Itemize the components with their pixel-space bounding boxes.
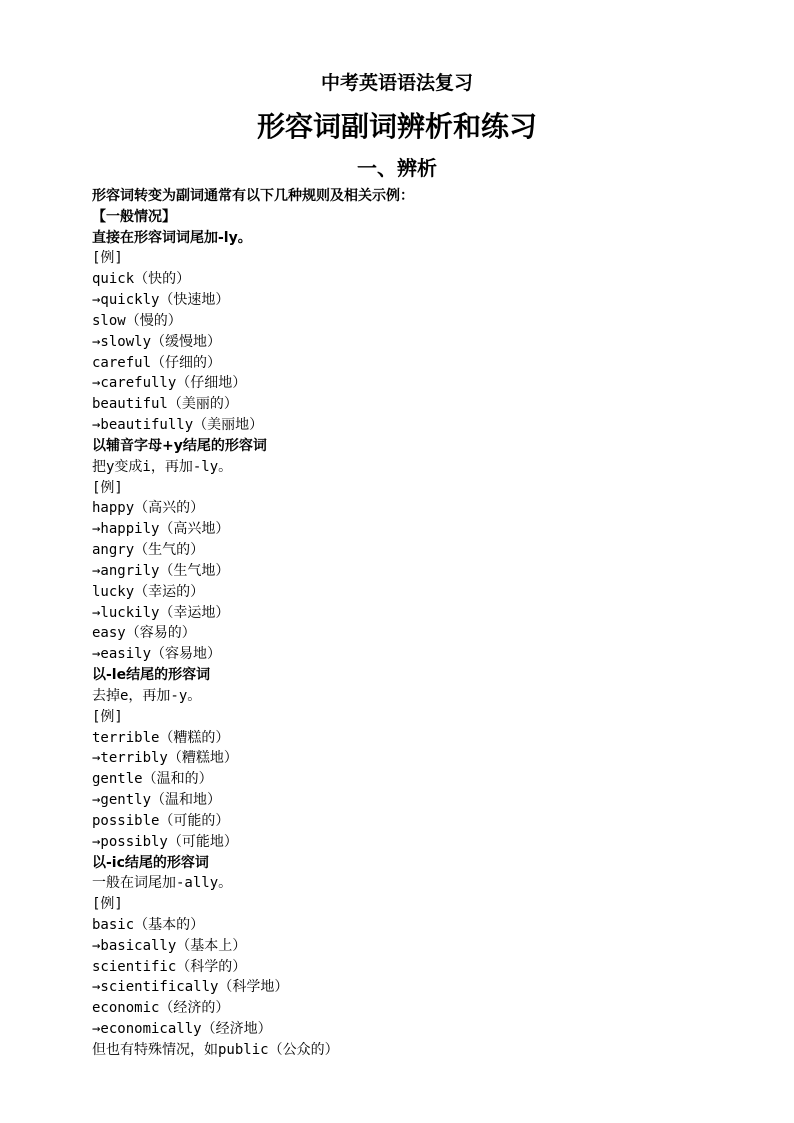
text-line: happy（高兴的）	[92, 500, 205, 517]
text-line: angry（生气的）	[92, 542, 205, 559]
document-body	[92, 186, 732, 1061]
text-line: →gently（温和地）	[92, 792, 222, 809]
text-line: →slowly（缓慢地）	[92, 333, 222, 350]
rule-heading-line: 以-le结尾的形容词	[92, 667, 211, 684]
page-title: 形容词副词辨析和练习	[256, 110, 537, 143]
text-line: 一般在词尾加-ally。	[92, 875, 233, 892]
text-line: quick（快的）	[92, 271, 191, 288]
text-line: terrible（糟糕的）	[92, 729, 230, 746]
rule-heading-line: 以辅音字母+y结尾的形容词	[92, 437, 267, 454]
text-line: possible（可能的）	[92, 812, 230, 829]
rule-heading-line: 以-ic结尾的形容词	[92, 854, 209, 871]
text-line: 把y变成i，再加-ly。	[92, 458, 233, 475]
text-line: →happily（高兴地）	[92, 521, 230, 538]
text-line: [例]	[92, 896, 123, 913]
subject-heading: 中考英语语法复习	[320, 72, 473, 94]
section-heading: 一、辨析	[357, 156, 437, 180]
text-line: →easily（容易地）	[92, 646, 222, 663]
text-line: 去掉e，再加-y。	[92, 687, 202, 704]
text-line: slow（慢的）	[92, 312, 182, 329]
text-line: 但也有特殊情况，如public（公众的）	[92, 1041, 339, 1058]
text-line: gentle（温和的）	[92, 771, 213, 788]
text-line: →scientifically（科学地）	[92, 979, 289, 996]
text-line: →carefully（仔细地）	[92, 375, 247, 392]
text-line: economic（经济的）	[92, 1000, 230, 1017]
text-line: scientific（科学的）	[92, 958, 247, 975]
text-line: →possibly（可能地）	[92, 833, 238, 850]
rule-heading-line: 直接在形容词词尾加-ly。	[92, 229, 252, 246]
text-line: →terribly（糟糕地）	[92, 750, 238, 767]
text-line: [例]	[92, 250, 123, 267]
text-line: →basically（基本上）	[92, 937, 247, 954]
rule-heading-line: 形容词转变为副词通常有以下几种规则及相关示例：	[92, 188, 414, 204]
text-line: basic（基本的）	[92, 916, 205, 933]
text-line: →luckily（幸运地）	[92, 604, 230, 621]
text-line: →angrily（生气地）	[92, 562, 230, 579]
text-line: beautiful（美丽的）	[92, 396, 238, 413]
text-line: careful（仔细的）	[92, 354, 222, 371]
text-line: easy（容易的）	[92, 625, 196, 642]
text-line: lucky（幸运的）	[92, 583, 205, 600]
text-line: →beautifully（美丽地）	[92, 417, 264, 434]
text-line: →quickly（快速地）	[92, 292, 230, 309]
text-line: [例]	[92, 708, 123, 725]
text-line: →economically（经济地）	[92, 1021, 272, 1038]
text-line: [例]	[92, 479, 123, 496]
rule-heading-line: 【一般情况】	[92, 208, 176, 225]
